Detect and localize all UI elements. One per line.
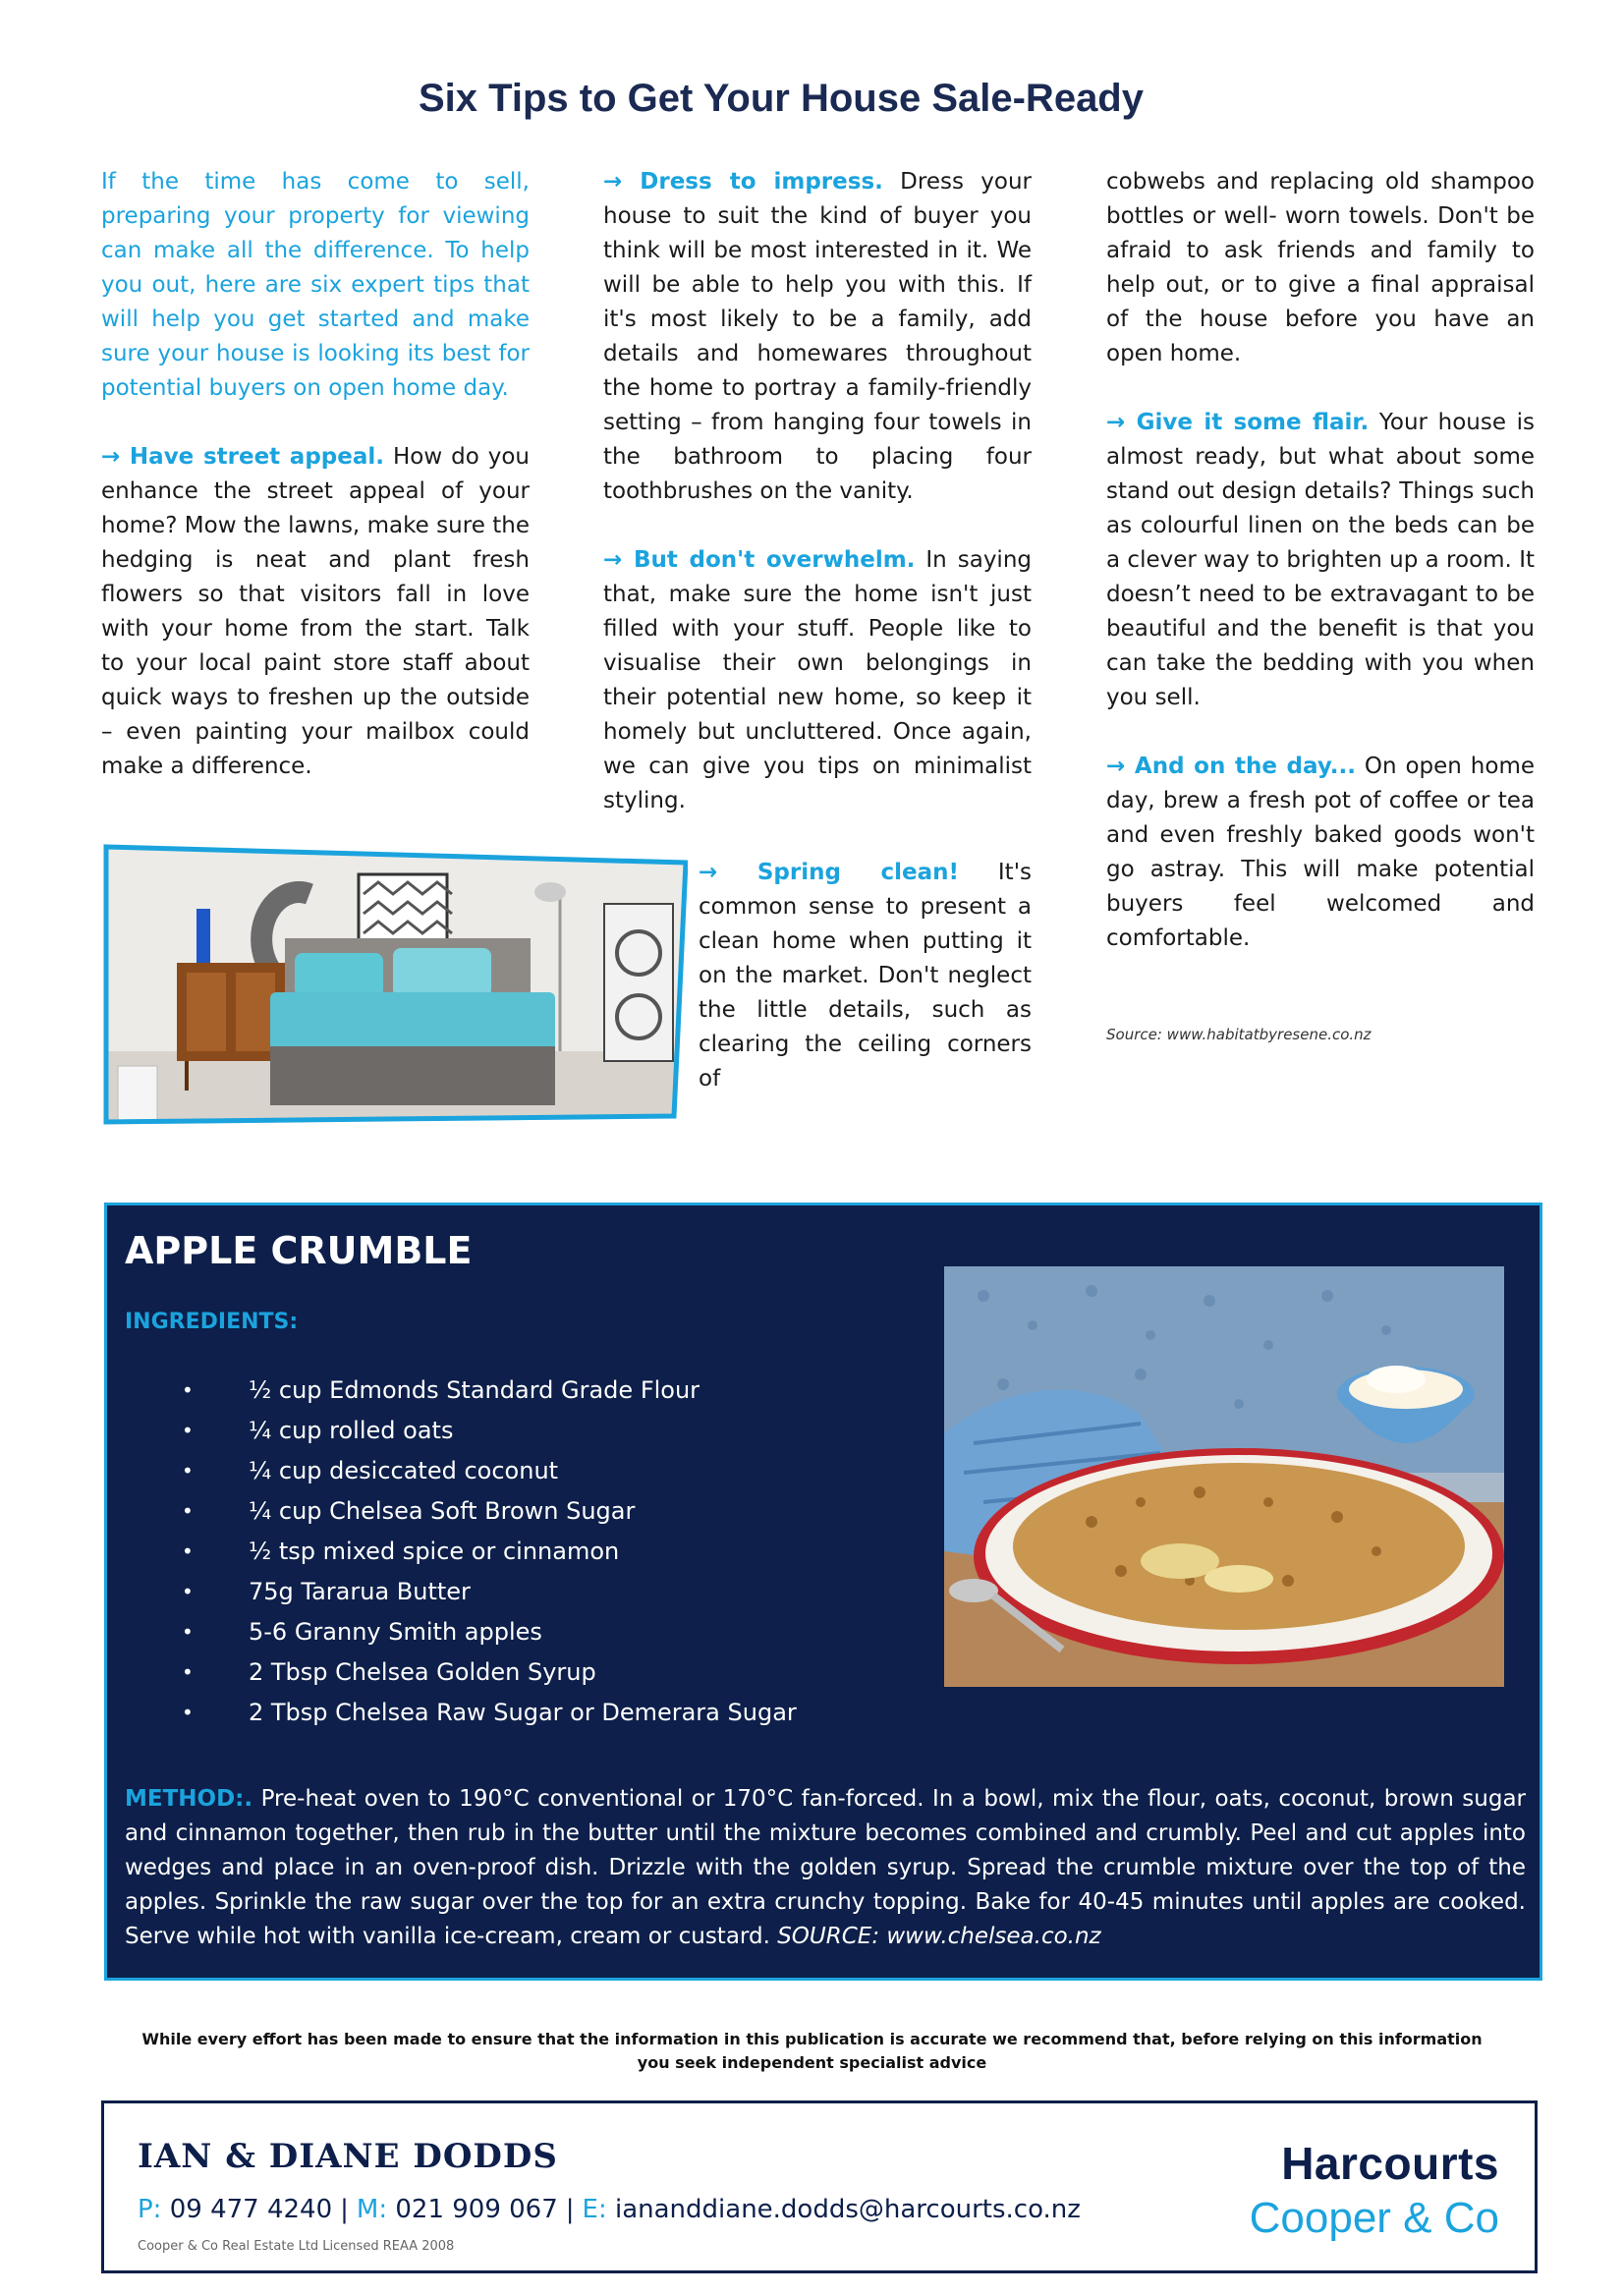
tip-heading: → Dress to impress.	[603, 169, 883, 195]
tip-body: cobwebs and replacing old shampoo bottles or well- worn towels. Don't be afraid to ask friends and family to help out, or to give a final appraisal of the house before you have an open home.	[1106, 169, 1535, 366]
ingredient-item	[176, 1693, 797, 1733]
ingredients-label: INGREDIENTS:	[125, 1310, 299, 1334]
tip-dont-overwhelm	[603, 543, 1032, 818]
ingredients-list	[176, 1371, 797, 1733]
tip-body: Dress your house to suit the kind of buyer you think will be most interested in it. We will be able to help you with this. If it's most likely to be a family, add details and homewares throughout the home to portray a family-friendly setting – from hanging four towels in the bathroom to placing four toothbrushes on the vanity.	[603, 169, 1032, 504]
tip-heading: → Spring clean!	[699, 860, 960, 885]
bullet: •	[182, 1378, 194, 1402]
tip-on-the-day	[1106, 750, 1535, 956]
article-column-2	[603, 165, 1032, 818]
ingredient-item	[176, 1371, 797, 1411]
method-body: Pre-heat oven to 190°C conventional or 170°C fan-forced. In a bowl, mix the flour, oats, coconut, brown sugar and cinnamon together, then rub in the butter until the mixture becomes combined and crumbly. Peel and cut apples into wedges and place in an oven-proof dish. Drizzle with the golden syrup. Spread the crumble mixture over the top of the apples. Sprinkle the raw sugar over the top for an extra crunchy topping. Bake for 40-45 minutes until apples are cooked. Serve while hot with vanilla ice-cream, cream or custard.	[125, 1786, 1526, 1949]
tip-body: On open home day, brew a fresh pot of coffee or tea and even freshly baked goods won't go astray. This will make potential buyers feel welcomed and comfortable.	[1106, 754, 1536, 951]
tip-heading: → Have street appeal.	[101, 444, 385, 470]
ingredient-item	[176, 1451, 797, 1491]
apple-crumble-photo	[944, 1266, 1504, 1687]
tip-body: Your house is almost ready, but what about some stand out design details? Things such as colourful linen on the beds can be a clever way to brighten up a room. It doesn’t need to be extravagant to be beautiful and the benefit is that you can take the bedding with you when you sell.	[1106, 410, 1536, 710]
disclaimer-line-1: While every effort has been made to ensure that the information in this publication is accurate we recommend that, before relying on this information	[141, 2030, 1483, 2048]
article-title: Six Tips to Get Your House Sale-Ready	[419, 77, 1144, 120]
tip-spring-clean	[699, 856, 1032, 1096]
ingredient-item	[176, 1612, 797, 1652]
contact-line	[138, 2195, 1081, 2224]
article-intro: If the time has come to sell, preparing your property for viewing can make all the difference. To help you out, here are six expert tips that will help you get started and make sure your house is looking its best for potential buyers on open home day.	[101, 169, 530, 401]
disclaimer-line-2: you seek independent specialist advice	[637, 2053, 987, 2072]
article-column-3	[1106, 165, 1535, 956]
method-label: METHOD:.	[125, 1786, 253, 1812]
bullet: •	[182, 1459, 194, 1483]
article-column-2-lower	[699, 856, 1032, 1096]
separator: |	[565, 2195, 575, 2224]
ingredient-text: ¼ cup desiccated coconut	[249, 1457, 559, 1484]
ingredient-text: ½ tsp mixed spice or cinnamon	[249, 1538, 620, 1565]
ingredient-item	[176, 1652, 797, 1693]
bullet: •	[182, 1539, 194, 1563]
phone-label: P:	[138, 2195, 162, 2224]
email-link[interactable]: iananddiane.dodds@harcourts.co.nz	[606, 2195, 1081, 2224]
ingredient-text: 2 Tbsp Chelsea Raw Sugar or Demerara Sugar	[249, 1699, 797, 1726]
agent-name: IAN & DIANE DODDS	[138, 2137, 558, 2176]
recipe-panel	[104, 1203, 1542, 1981]
brand-logo-name: Harcourts	[1281, 2138, 1499, 2189]
tip-street-appeal	[101, 440, 530, 784]
bullet: •	[182, 1499, 194, 1523]
article-column-1	[101, 165, 530, 784]
method-text	[125, 1782, 1526, 1954]
tip-spring-clean-continued	[1106, 165, 1535, 371]
mobile-label: M:	[356, 2195, 388, 2224]
licence-text: Cooper & Co Real Estate Ltd Licensed REAA 2008	[138, 2239, 455, 2254]
article-source: Source: www.habitatbyresene.co.nz	[1106, 1026, 1372, 1043]
bullet: •	[182, 1660, 194, 1684]
agent-footer	[101, 2100, 1538, 2273]
email-label: E:	[582, 2195, 607, 2224]
tip-heading: → And on the day...	[1106, 754, 1356, 779]
ingredient-text: 5-6 Granny Smith apples	[249, 1618, 542, 1646]
recipe-title: APPLE CRUMBLE	[125, 1229, 473, 1272]
phone-number[interactable]: 09 477 4240	[161, 2195, 333, 2224]
brand-logo-sub: Cooper & Co	[1249, 2194, 1499, 2242]
ingredient-item	[176, 1411, 797, 1451]
bullet: •	[182, 1419, 194, 1442]
tip-heading: → But don't overwhelm.	[603, 547, 916, 573]
ingredient-item	[176, 1491, 797, 1532]
tip-body: In saying that, make sure the home isn't just filled with your stuff. People like to visualise their own belongings in their potential new home, so keep it homely but uncluttered. Once again, we can give you tips on minimalist styling.	[603, 547, 1032, 813]
tip-body: It's common sense to present a clean home when putting it on the market. Don't neglect the little details, such as clearing the ceiling corners of	[699, 860, 1032, 1092]
tip-dress-to-impress	[603, 165, 1032, 509]
method-source: SOURCE: www.chelsea.co.nz	[777, 1924, 1101, 1949]
ingredient-text: 2 Tbsp Chelsea Golden Syrup	[249, 1658, 596, 1686]
disclaimer	[0, 2028, 1624, 2075]
bullet: •	[182, 1701, 194, 1724]
ingredient-item	[176, 1532, 797, 1572]
mobile-number[interactable]: 021 909 067	[387, 2195, 558, 2224]
bedroom-photo	[98, 835, 688, 1125]
ingredient-text: 75g Tararua Butter	[249, 1578, 471, 1605]
separator: |	[340, 2195, 349, 2224]
bullet: •	[182, 1620, 194, 1644]
tip-give-it-flair	[1106, 406, 1535, 715]
bullet: •	[182, 1580, 194, 1603]
ingredient-text: ¼ cup Chelsea Soft Brown Sugar	[249, 1497, 636, 1525]
ingredient-text: ½ cup Edmonds Standard Grade Flour	[249, 1376, 700, 1404]
ingredient-text: ¼ cup rolled oats	[249, 1417, 454, 1444]
ingredient-item	[176, 1572, 797, 1612]
tip-body: How do you enhance the street appeal of your home? Mow the lawns, make sure the hedging is neat and plant fresh flowers so that visitors fall in love with your home from the start. Talk to your local paint store staff about quick ways to freshen up the outside – even painting your mailbox could make a difference.	[101, 444, 530, 779]
tip-heading: → Give it some flair.	[1106, 410, 1370, 435]
